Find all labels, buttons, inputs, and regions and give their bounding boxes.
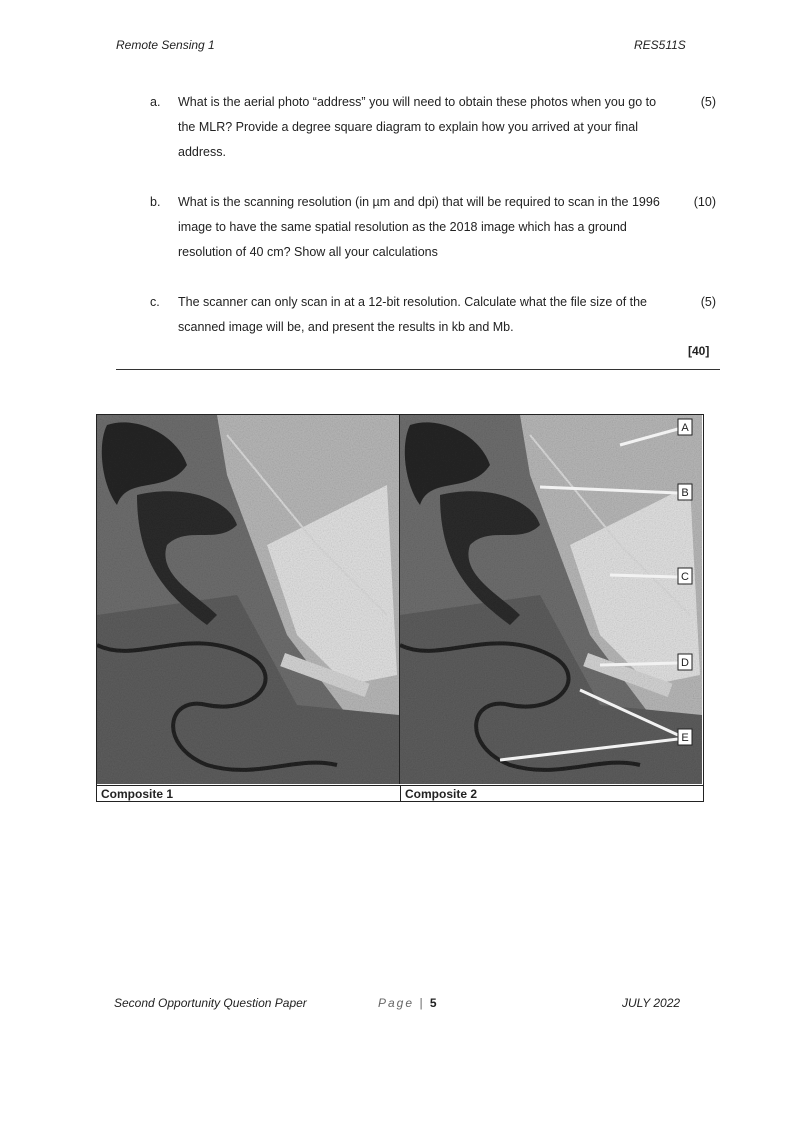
question-marks: (5): [700, 295, 716, 309]
question-label: a.: [150, 95, 161, 109]
label-b: B: [681, 487, 689, 499]
question-marks: (5): [700, 95, 716, 109]
question-marks: (10): [693, 195, 716, 209]
label-d: D: [681, 657, 689, 669]
composite-2-image: [400, 415, 702, 784]
question-text: The scanner can only scan in at a 12-bit resolution. Calculate what the file size of the scanned image will be, and present the results in kb and Mb.: [178, 295, 648, 334]
label-e: E: [681, 732, 689, 744]
aerial-photo-2: [400, 415, 702, 784]
question-text: What is the aerial photo “address” you will need to obtain these photos when you go to the MLR? Provide a degree square diagram to explain how you arrived at your final address.: [178, 95, 657, 159]
page-word: Page |: [378, 996, 425, 1010]
question-text: What is the scanning resolution (in µm and dpi) that will be required to scan in the 1996 image to have the same spatial resolution as the 2018 image which has a ground resolution of 40 cm? Show all your calculations: [178, 195, 660, 259]
total-marks: [40]: [688, 344, 710, 358]
caption-composite-1: Composite 1: [97, 785, 401, 802]
caption-composite-2: Composite 2: [401, 785, 703, 802]
page-number: 5: [429, 996, 437, 1010]
footer-page: [378, 996, 437, 1010]
header-code: RES511S: [634, 38, 686, 52]
composite-1-image: [97, 415, 400, 784]
aerial-photo-1: [97, 415, 399, 784]
footer-paper-type: Second Opportunity Question Paper: [114, 996, 307, 1010]
composite-figure: [96, 414, 704, 802]
question-label: c.: [150, 295, 160, 309]
header-course: Remote Sensing 1: [116, 38, 215, 52]
label-a: A: [681, 422, 689, 434]
label-c: C: [681, 571, 689, 583]
question-label: b.: [150, 195, 161, 209]
section-divider: [116, 369, 720, 370]
footer-date: JULY 2022: [622, 996, 681, 1010]
